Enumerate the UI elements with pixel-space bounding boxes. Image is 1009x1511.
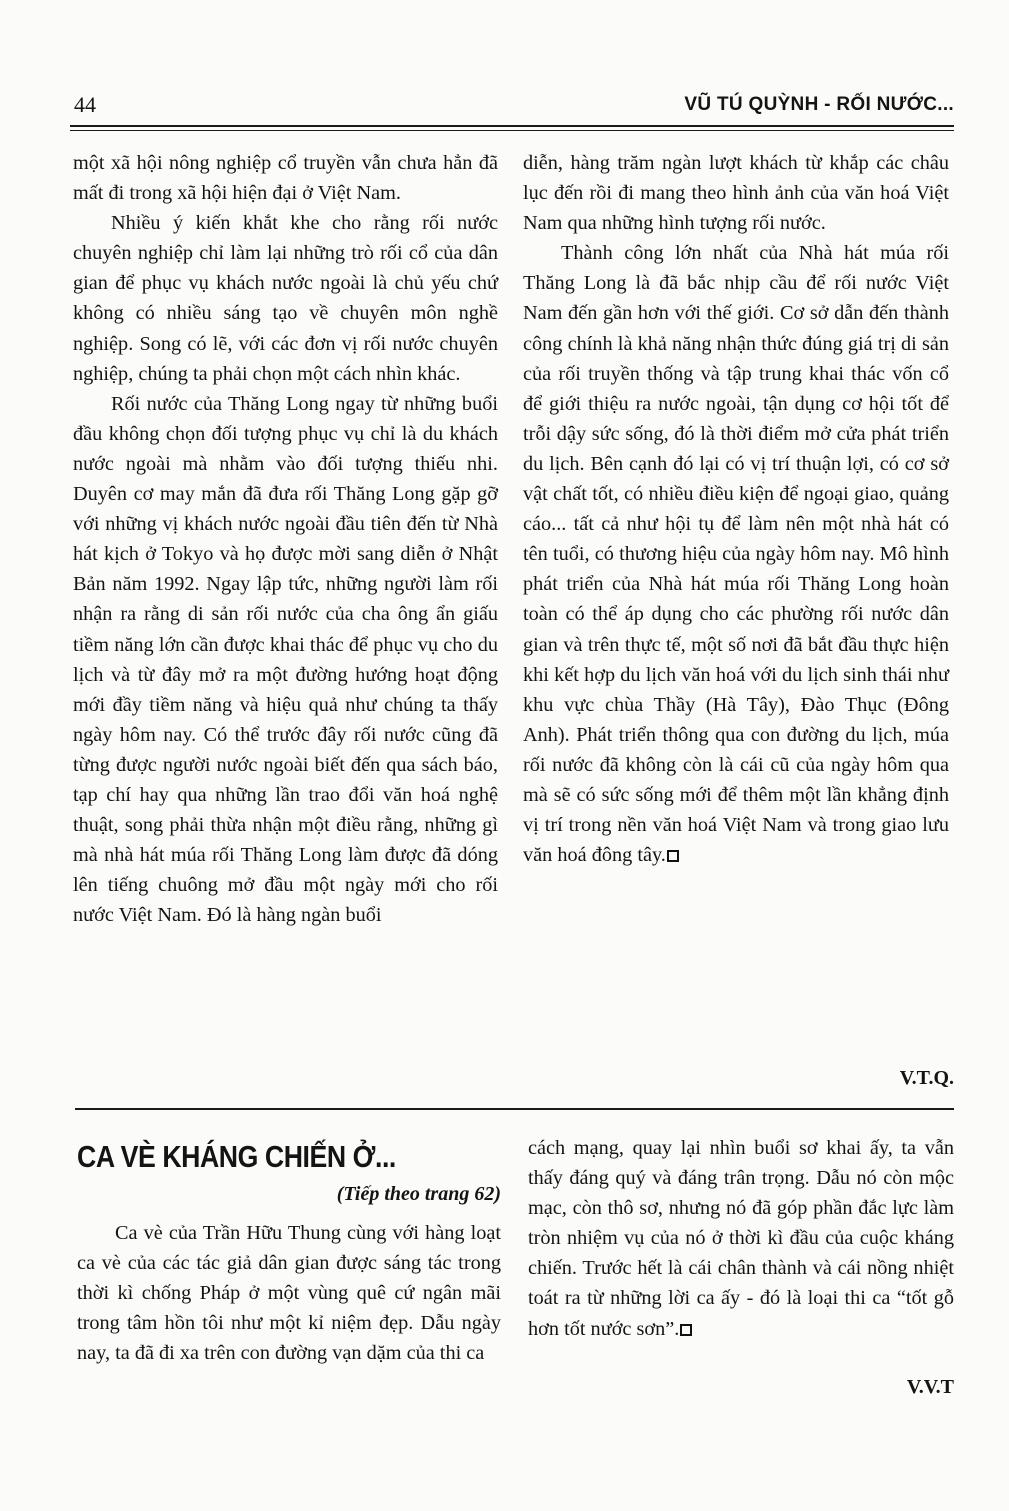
page-header	[70, 92, 954, 122]
paragraph: Nhiều ý kiến khắt khe cho rằng rối nước chuyên nghiệp chỉ làm lại những trò rối cổ của dân gian để phục vụ khách nước ngoài là chủ yếu chứ không có nhiều sáng tạo về chuyên môn nghề nghiệp. Song có lẽ, với các đơn vị rối nước chuyên nghiệp, chúng ta phải chọn một cách nhìn khác.	[73, 212, 498, 385]
end-mark-icon	[667, 850, 679, 862]
section-divider	[75, 1108, 954, 1110]
running-title: VŨ TÚ QUỲNH - RỐI NƯỚC...	[684, 94, 954, 115]
article2-column-left	[77, 1218, 501, 1368]
end-mark-icon	[680, 1324, 692, 1336]
article1-column-right	[523, 148, 949, 870]
article2-signature: V.V.T	[906, 1376, 954, 1398]
header-rule-thin	[70, 130, 954, 131]
article2-title: CA VÈ KHÁNG CHIẾN Ở...	[77, 1139, 396, 1174]
paragraph: diễn, hàng trăm ngàn lượt khách từ khắp các châu lục đến rồi đi mang theo hình ảnh của văn hoá Việt Nam qua những hình tượng rối nước.	[523, 152, 949, 235]
paragraph: Ca vè của Trần Hữu Thung cùng với hàng loạt ca vè của các tác giả dân gian được sáng tác trong thời kì chống Pháp ở một vùng quê cứ ngân mãi trong tâm hồn tôi như một kỉ niệm đẹp. Dẫu ngày nay, ta đã đi xa trên con đường vạn dặm của thi ca	[77, 1222, 501, 1365]
paragraph-text: Thành công lớn nhất của Nhà hát múa rối Thăng Long là đã bắc nhịp cầu để rối nước Việt Nam đến gần hơn với thế giới. Cơ sở dẫn đến thành công chính là khả năng nhận thức đúng giá trị di sản của rối truyền thống và tập trung khai thác vốn cổ để giới thiệu ra nước ngoài, tận dụng cơ hội tốt để trỗi dậy sức sống, đó là thời điểm mở cửa phát triển du lịch. Bên cạnh đó lại có vị trí thuận lợi, có cơ sở vật chất tốt, có nhiều điều kiện để ngoại giao, quảng cáo... tất cả như hội tụ để làm nên một nhà hát có tên tuổi, có thương hiệu của ngày hôm nay. Mô hình phát triển của Nhà hát múa rối Thăng Long hoàn toàn có thể áp dụng cho các phường rối nước dân gian và trên thực tế, một số nơi đã bắt đầu thực hiện khi kết hợp du lịch văn hoá với du lịch sinh thái như khu vực chùa Thầy (Hà Tây), Đào Thục (Đông Anh). Phát triển thông qua con đường du lịch, múa rối nước đã không còn là cái cũ của ngày hôm qua mà sẽ có sức sống mới để thêm một lần khẳng định vị trí trong nền văn hoá Việt Nam và trong giao lưu văn hoá đông tây.	[523, 242, 949, 867]
article1-signature: V.T.Q.	[899, 1067, 954, 1089]
paragraph: một xã hội nông nghiệp cổ truyền vẫn chưa hẳn đã mất đi trong xã hội hiện đại ở Việt Nam.	[73, 152, 498, 205]
paragraph: Rối nước của Thăng Long ngay từ những buổi đầu không chọn đối tượng phục vụ chỉ là du khách nước ngoài mà nhằm vào đối tượng thiếu nhi. Duyên cơ may mắn đã đưa rối Thăng Long gặp gỡ với những vị khách nước ngoài đầu tiên đến từ Nhà hát kịch ở Tokyo và họ được mời sang diễn ở Nhật Bản năm 1992. Ngay lập tức, những người làm rối nhận ra rằng di sản rối nước của cha ông ẩn giấu tiềm năng lớn cần được khai thác để phục vụ cho du lịch và từ đây mở ra một đường hướng hoạt động mới đầy tiềm năng và hiệu quả như chúng ta thấy ngày hôm nay. Có thể trước đây rối nước cũng đã từng được người nước ngoài biết đến qua sách báo, tạp chí hay qua những lần trao đổi văn hoá nghệ thuật, song phải thừa nhận một điều rằng, những gì mà nhà hát múa rối Thăng Long làm được đã dóng lên tiếng chuông mở đầu một ngày mới cho rối nước Việt Nam. Đó là hàng ngàn buổi	[73, 392, 498, 927]
paragraph	[528, 1133, 954, 1344]
page-number: 44	[74, 92, 96, 117]
article2-column-right	[528, 1133, 954, 1344]
article1-column-left	[73, 148, 498, 930]
continued-note: (Tiếp theo trang 62)	[336, 1183, 501, 1205]
paragraph	[523, 238, 949, 870]
paragraph-text: cách mạng, quay lại nhìn buổi sơ khai ấy, ta vẫn thấy đáng quý và đáng trân trọng. Dẫu nó còn mộc mạc, còn thô sơ, nhưng nó đã góp phần đắc lực làm tròn nhiệm vụ của nó ở thời kì đầu của cuộc kháng chiến. Trước hết là cái chân thành và cái nồng nhiệt toát ra từ những lời ca ấy - đó là loại thi ca “tốt gỗ hơn tốt nước sơn”.	[528, 1137, 954, 1340]
header-rule	[70, 125, 954, 127]
